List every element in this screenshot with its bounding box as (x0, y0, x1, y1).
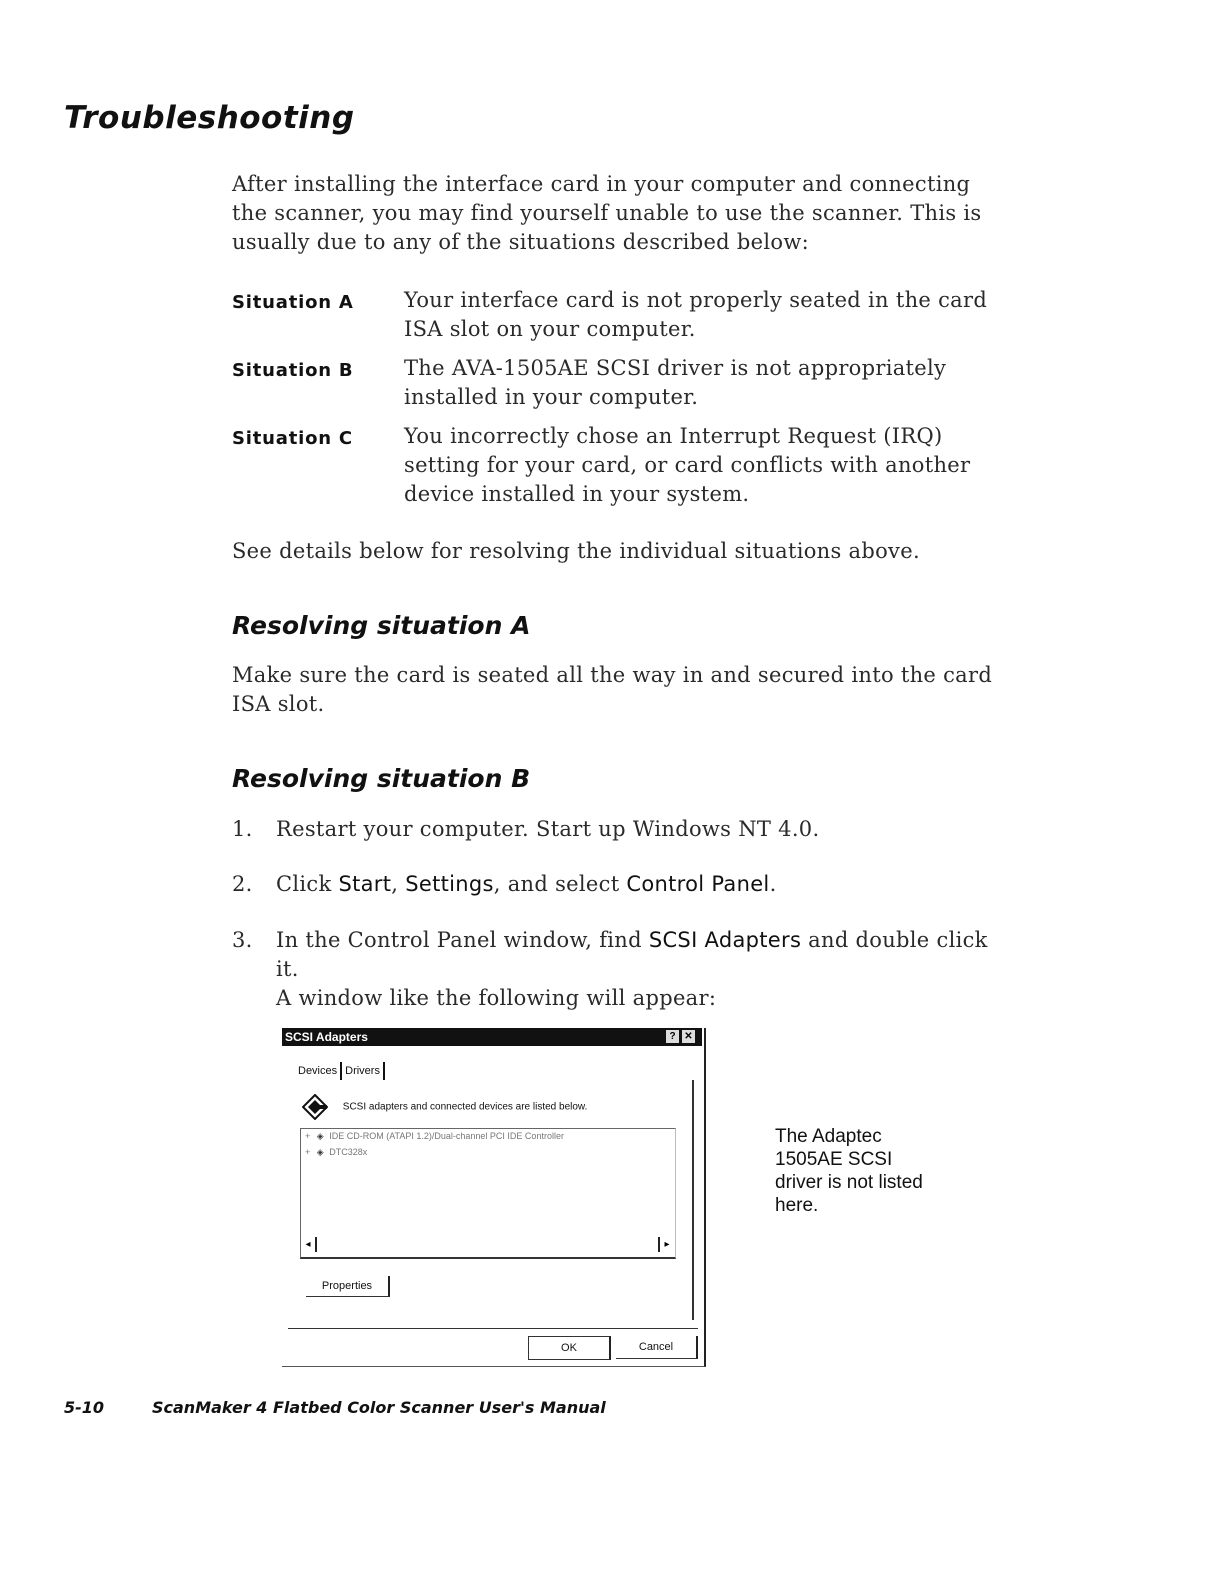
section-b-title: Resolving situation B (232, 764, 531, 793)
settings-menu-ref: Settings (405, 872, 494, 896)
section-a-body (232, 661, 1012, 719)
step-text-part: and double click it. (276, 928, 988, 981)
close-icon[interactable]: ✕ (682, 1030, 695, 1043)
page-heading: Troubleshooting (64, 100, 355, 136)
info-row (302, 1094, 587, 1120)
situation-line: device installed in your system. (404, 482, 750, 506)
step-number: 3. (232, 928, 253, 952)
situation-line: You incorrectly chose an Interrupt Request (IRQ) (404, 424, 943, 448)
situation-line: The AVA-1505AE SCSI driver is not appropriately (404, 356, 947, 380)
step-number: 1. (232, 817, 253, 841)
situation-b-text (404, 354, 1004, 412)
list-item[interactable] (305, 1147, 367, 1158)
step-text-part: In the Control Panel window, find (276, 928, 649, 952)
device-list[interactable] (300, 1128, 676, 1259)
situation-line: ISA slot on your computer. (404, 317, 696, 341)
intro-line: After installing the interface card in your computer and connecting (232, 172, 971, 196)
intro-line: the scanner, you may find yourself unable to use the scanner. This is (232, 201, 982, 225)
scroll-left-icon[interactable]: ◂ (301, 1237, 317, 1252)
callout-line: here. (775, 1195, 819, 1216)
scsi-adapter-icon (302, 1094, 328, 1120)
expand-icon[interactable]: + (305, 1147, 311, 1157)
ok-button[interactable]: OK (528, 1336, 611, 1360)
tab-separator (340, 1062, 342, 1080)
step-text-part: . (769, 872, 777, 896)
cancel-button[interactable]: Cancel (616, 1336, 698, 1359)
control-panel-ref: Control Panel (626, 872, 770, 896)
scroll-right-icon[interactable]: ▸ (658, 1237, 674, 1252)
dialog-title: SCSI Adapters (285, 1030, 368, 1044)
situation-a-text (404, 286, 1004, 344)
list-item[interactable] (305, 1131, 564, 1142)
situation-a-label: Situation A (232, 292, 354, 313)
step-text-part: , (391, 872, 406, 896)
see-details-text: See details below for resolving the individual situations above. (232, 539, 920, 563)
step-2-text (276, 870, 1016, 899)
start-menu-ref: Start (338, 872, 392, 896)
callout-line: driver is not listed (775, 1172, 923, 1193)
callout-note (775, 1125, 945, 1217)
scsi-adapters-dialog (282, 1028, 706, 1367)
callout-line: 1505AE SCSI (775, 1149, 893, 1170)
adapter-icon: ◈ (316, 1147, 324, 1157)
list-item-label: IDE CD-ROM (ATAPI 1.2)/Dual-channel PCI IDE Controller (329, 1131, 564, 1141)
dialog-divider (288, 1328, 698, 1329)
step-3-line (276, 926, 1016, 984)
situation-c-label: Situation C (232, 428, 353, 449)
situation-b-label: Situation B (232, 360, 354, 381)
tab-panel-border (692, 1080, 694, 1320)
info-text: SCSI adapters and connected devices are listed below. (342, 1101, 588, 1113)
situation-line: installed in your computer. (404, 385, 699, 409)
situation-c-text (404, 422, 1004, 509)
section-a-line: ISA slot. (232, 692, 325, 716)
step-number: 2. (232, 872, 253, 896)
step-3-text (276, 926, 1016, 1013)
situation-line: setting for your card, or card conflicts with another (404, 453, 971, 477)
properties-button[interactable]: Properties (306, 1276, 390, 1297)
manual-title: ScanMaker 4 Flatbed Color Scanner User's Manual (152, 1398, 606, 1417)
list-item-label: DTC328x (329, 1147, 368, 1157)
step-text-part: , and select (493, 872, 627, 896)
callout-line: The Adaptec (775, 1126, 882, 1147)
step-3-line: A window like the following will appear: (276, 986, 717, 1010)
section-a-title: Resolving situation A (232, 611, 531, 640)
tab-devices[interactable]: Devices (298, 1064, 338, 1077)
help-icon[interactable]: ? (666, 1030, 679, 1043)
dialog-titlebar (282, 1028, 702, 1046)
page-number: 5-10 (64, 1398, 105, 1417)
section-a-line: Make sure the card is seated all the way in and secured into the card (232, 663, 993, 687)
adapter-icon: ◈ (316, 1131, 324, 1141)
tab-separator (383, 1062, 385, 1080)
scsi-adapters-ref: SCSI Adapters (648, 928, 802, 952)
intro-paragraph (232, 170, 1012, 257)
situation-line: Your interface card is not properly seated in the card (404, 288, 988, 312)
intro-line: usually due to any of the situations described below: (232, 230, 809, 254)
step-1-text: Restart your computer. Start up Windows NT 4.0. (276, 817, 820, 841)
tab-drivers[interactable]: Drivers (345, 1064, 380, 1077)
step-text-part: Click (276, 872, 339, 896)
expand-icon[interactable]: + (305, 1131, 311, 1141)
dialog-tabs (298, 1062, 388, 1080)
